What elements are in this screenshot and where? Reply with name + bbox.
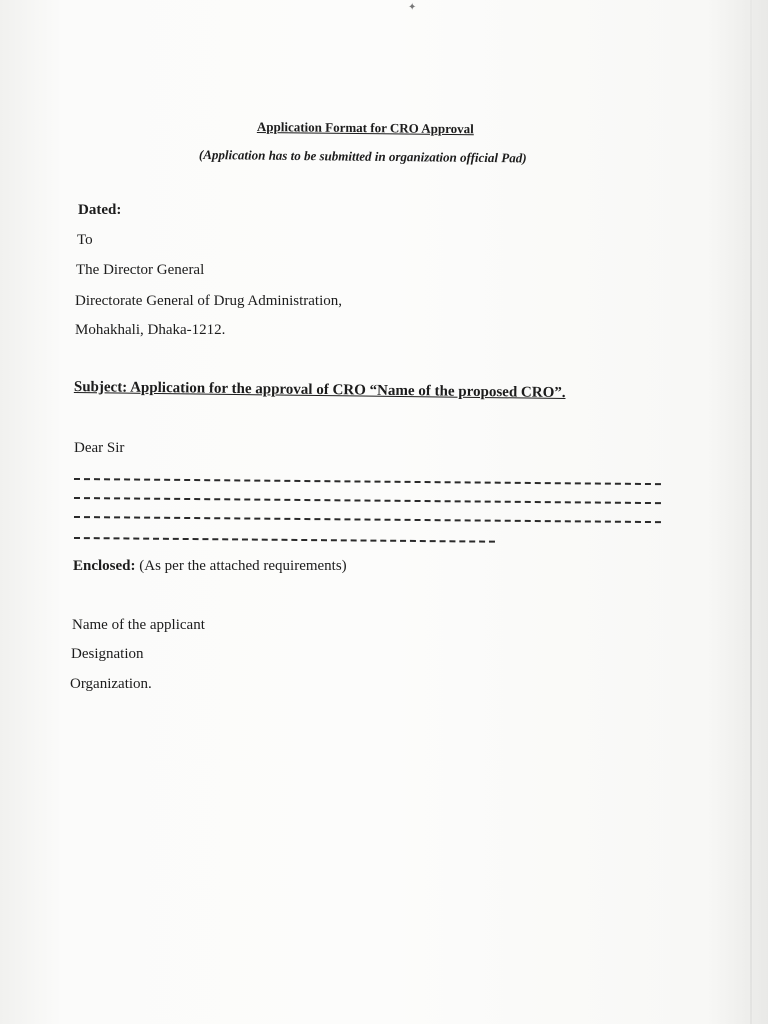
body-blank-line — [74, 516, 661, 523]
recipient-to: To — [77, 232, 93, 248]
enclosed-line — [73, 558, 347, 575]
enclosed-text: (As per the attached requirements) — [135, 558, 347, 574]
recipient-address: Mohakhali, Dhaka-1212. — [75, 322, 226, 338]
applicant-name: Name of the applicant — [72, 617, 205, 633]
applicant-organization: Organization. — [70, 676, 152, 692]
body-blank-line — [74, 478, 661, 485]
body-blank-line — [74, 537, 495, 543]
subject-line: Subject: Application for the approval of CRO “Name of the proposed CRO”. — [73, 379, 566, 402]
dated-label: Dated: — [78, 202, 122, 218]
recipient-title: The Director General — [76, 262, 205, 278]
recipient-organization: Directorate General of Drug Administration, — [75, 293, 342, 309]
body-blank-line — [74, 497, 661, 504]
enclosed-label: Enclosed: — [73, 558, 136, 574]
scan-mark: ✦ — [408, 2, 417, 13]
page-edge-shadow — [750, 0, 752, 1024]
document-title: Application Format for CRO Approval — [256, 119, 474, 137]
submission-note: (Application has to be submitted in organization official Pad) — [198, 147, 527, 166]
salutation: Dear Sir — [74, 440, 125, 456]
applicant-designation: Designation — [71, 646, 144, 662]
